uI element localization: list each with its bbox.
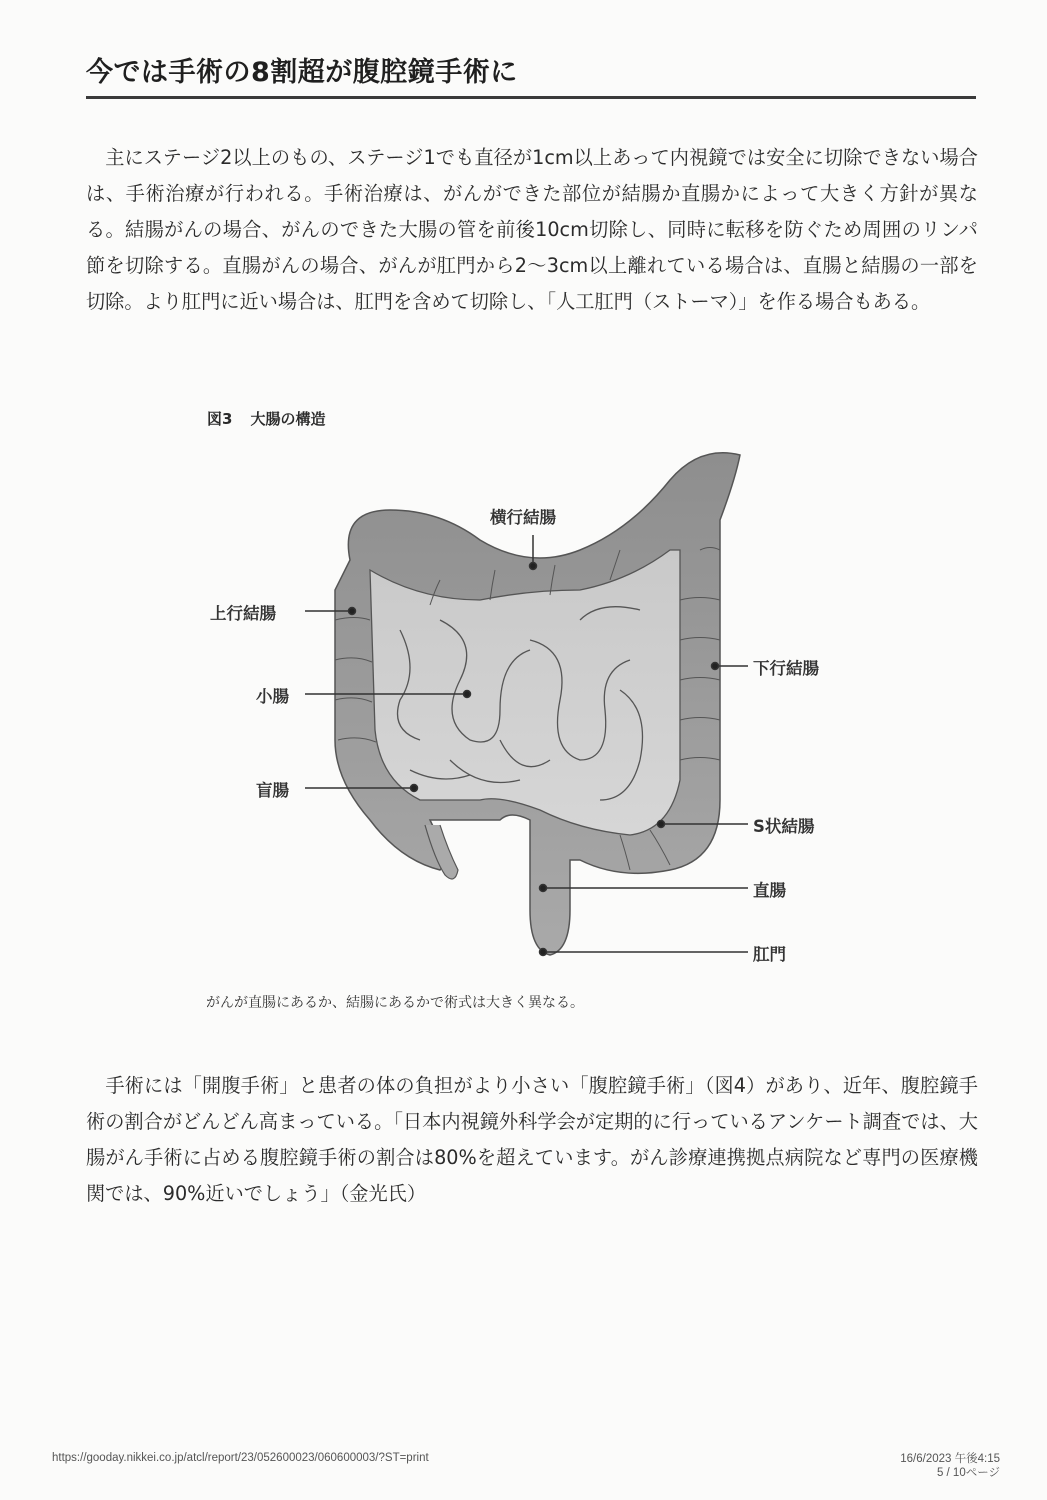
colon-shape: [335, 453, 740, 955]
label-descending-colon: 下行結腸: [753, 659, 819, 678]
body-paragraph-2: 手術には「開腹手術」と患者の体の負担がより小さい「腹腔鏡手術」（図4）があり、近年、腹腔鏡手術の割合がどんどん高まっている。「日本内視鏡外科学会が定期的に行っているアンケート調査では、大腸がん手術に占める腹腔鏡手術の割合は80%を超えています。がん診療連携拠点病院など専門の医療機関では、90%近いでしょう」（金光氏）: [86, 1074, 978, 1205]
label-anus: 肛門: [753, 945, 786, 964]
figure-caption: がんが直腸にあるか、結腸にあるかで術式は大きく異なる。: [206, 995, 584, 1011]
figure-title-text: 大腸の構造: [250, 410, 326, 428]
label-cecum: 盲腸: [256, 781, 289, 800]
section-heading: 今では手術の8割超が腹腔鏡手術に: [86, 57, 518, 88]
figure-number: 図3: [207, 410, 233, 428]
print-datetime: 16/6/2023 午後4:15: [900, 1453, 1000, 1465]
label-rectum: 直腸: [753, 881, 786, 900]
label-transverse-colon: 横行結腸: [490, 508, 556, 527]
body-paragraph-1: 主にステージ2以上のもの、ステージ1でも直径が1cm以上あって内視鏡では安全に切除できない場合は、手術治療が行われる。手術治療は、がんができた部位が結腸か直腸かによって大きく方針が異なる。結腸がんの場合、がんのできた大腸の管を前後10cm切除し、同時に転移を防ぐため周囲のリンパ節を切除する。直腸がんの場合、がんが肛門から2〜3cm以上離れている場合は、直腸と結腸の一部を切除。より肛門に近い場合は、肛門を含めて切除し、「人工肛門（ストーマ）」を作る場合もある。: [86, 146, 978, 313]
label-sigmoid-colon: S状結腸: [753, 817, 815, 836]
footer-url: https://gooday.nikkei.co.jp/atcl/report/23/052600023/060600003/?ST=print: [52, 1452, 429, 1464]
label-ascending-colon: 上行結腸: [210, 604, 276, 623]
label-small-intestine: 小腸: [256, 687, 289, 706]
heading-divider: [86, 96, 976, 99]
page-number: 5 / 10ページ: [936, 1467, 1000, 1479]
large-intestine-diagram: [200, 440, 860, 980]
footer-meta: [900, 1452, 1000, 1480]
figure-title: [207, 408, 325, 429]
